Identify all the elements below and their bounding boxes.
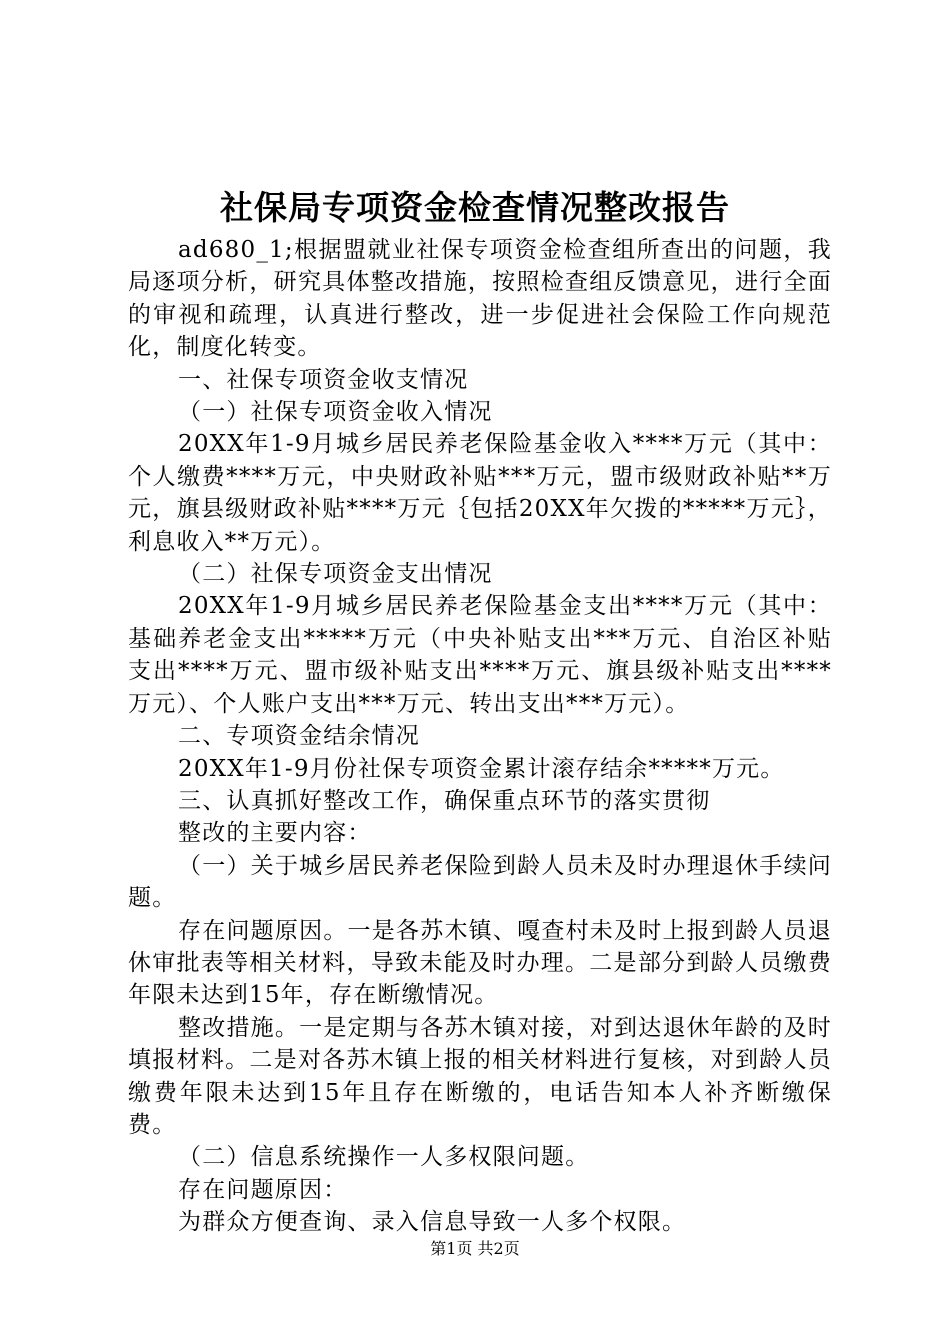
subsection-heading: （一）社保专项资金收入情况 [178, 399, 493, 426]
subsection-heading: （二）信息系统操作一人多权限问题。 [178, 1144, 590, 1171]
section-heading: 一、社保专项资金收支情况 [178, 366, 469, 393]
paragraph: 整改措施。一是定期与各苏木镇对接，对到达退休年龄的及时填报材料。二是对各苏木镇上报的相关材料进行复核，对到龄人员缴费年限未达到15年且存在断缴的，电话告知本人补齐断缴保费。 [128, 1014, 832, 1138]
paragraph: 为群众方便查询、录入信息导致一人多个权限。 [178, 1209, 687, 1236]
document-title: 社保局专项资金检查情况整改报告 [220, 188, 730, 227]
paragraph: 存在问题原因。一是各苏木镇、嘎查村未及时上报到龄人员退休审批表等相关材料，导致未能及时办理。二是部分到龄人员缴费年限未达到15年，存在断缴情况。 [128, 917, 832, 1009]
section-heading: 三、认真抓好整改工作，确保重点环节的落实贯彻 [178, 787, 711, 814]
paragraph: 20XX年1-9月城乡居民养老保险基金收入****万元（其中：个人缴费****万元，中央财政补贴***万元，盟市级财政补贴**万元，旗县级财政补贴****万元｛包括20XX年欠拨的*****万元｝，利息收入**万元）。 [128, 431, 832, 555]
subsection-heading: （一）关于城乡居民养老保险到龄人员未及时办理退休手续问题。 [128, 852, 832, 912]
paragraph: 整改的主要内容： [178, 820, 372, 847]
paragraph: ad680_1;根据盟就业社保专项资金检查组所查出的问题，我局逐项分析，研究具体整改措施，按照检查组反馈意见，进行全面的审视和疏理，认真进行整改，进一步促进社会保险工作向规范化，制度化转变。 [128, 237, 832, 361]
page-footer: 第1页 共2页 [430, 1239, 520, 1258]
subsection-heading: （二）社保专项资金支出情况 [178, 561, 493, 588]
paragraph: 20XX年1-9月份社保专项资金累计滚存结余*****万元。 [178, 755, 785, 782]
paragraph: 20XX年1-9月城乡居民养老保险基金支出****万元（其中：基础养老金支出*****万元（中央补贴支出***万元、自治区补贴支出****万元、盟市级补贴支出****万元、旗县级补贴支出****万元）、个人账户支出***万元、转出支出***万元）。 [128, 593, 832, 717]
document-body [128, 234, 832, 1239]
section-heading: 二、专项资金结余情况 [178, 723, 420, 750]
paragraph: 存在问题原因： [178, 1176, 348, 1203]
